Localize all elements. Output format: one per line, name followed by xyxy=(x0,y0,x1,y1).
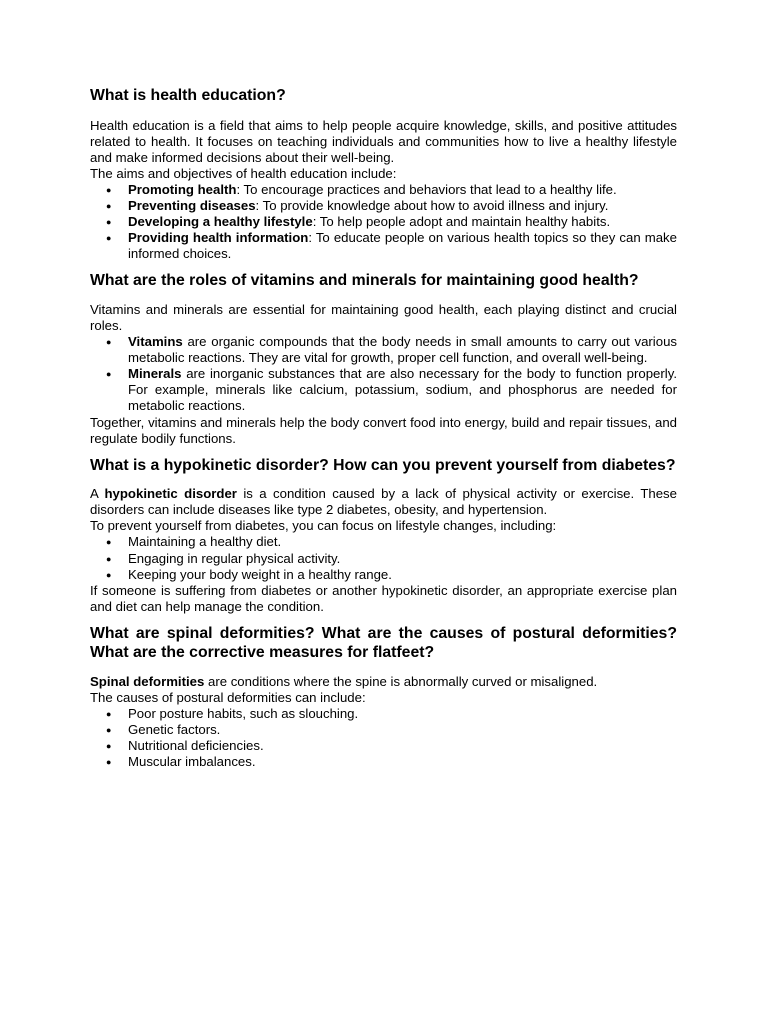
item-text: : To help people adopt and maintain healthy habits. xyxy=(312,214,611,230)
bullet-list xyxy=(90,534,677,582)
intro-rest: is a condition caused by a lack of physical activity or exercise. These disorders can include diseases like type 2 diabetes, obesity, and hypertension. xyxy=(90,486,677,518)
section-spacer xyxy=(90,262,677,271)
list-item: ● Nutritional deficiencies. xyxy=(90,738,677,754)
bold-term: Providing health information xyxy=(128,230,309,246)
section-spinal-deformities xyxy=(90,624,677,771)
section-heading: What are the roles of vitamins and minerals for maintaining good health? xyxy=(90,272,639,290)
bold-term: hypokinetic disorder xyxy=(104,486,237,502)
item-text: : To educate people on various health topics so they can make informed choices. xyxy=(128,230,677,262)
bullet-list xyxy=(90,706,677,770)
paragraph: Vitamins and minerals are essential for maintaining good health, each playing distinct and crucial roles. xyxy=(90,301,677,333)
section-heading: What are spinal deformities? What are the causes of postural deformities? What are the corrective measures for flatfeet? xyxy=(90,624,677,662)
item-text: : To encourage practices and behaviors that lead to a healthy life. xyxy=(236,181,617,197)
bold-term: Minerals xyxy=(128,366,182,382)
intro-prefix: A xyxy=(90,486,105,502)
intro-rest: are conditions where the spine is abnormally curved or misaligned. xyxy=(204,673,598,689)
bold-term: Spinal deformities xyxy=(90,673,205,689)
list-item xyxy=(90,214,677,230)
bold-term: Preventing diseases xyxy=(128,197,256,213)
section-heading: What is health education? xyxy=(90,87,286,104)
list-item xyxy=(90,366,677,414)
item-text: are inorganic substances that are also necessary for the body to function properly. For example, minerals like calcium, potassium, sodium, and phosphorus are needed for metabolic reactions. xyxy=(128,366,677,414)
item-text: are organic compounds that the body needs in small amounts to carry out various metabolic reactions. They are vital for growth, proper cell function, and overall well-being. xyxy=(128,334,677,366)
bullet-list xyxy=(90,334,677,414)
paragraph xyxy=(90,486,677,518)
item-text: : To provide knowledge about how to avoid illness and injury. xyxy=(255,197,609,213)
paragraph: Together, vitamins and minerals help the body convert food into energy, build and repair tissues, and regulate bodily functions. xyxy=(90,414,677,446)
section-health-education xyxy=(90,86,677,262)
list-item xyxy=(90,334,677,366)
section-spacer xyxy=(90,447,677,456)
list-lead: The aims and objectives of health education include: xyxy=(90,165,397,181)
list-item: ● Maintaining a healthy diet. xyxy=(90,534,677,550)
document-body xyxy=(90,86,677,771)
paragraph: Health education is a field that aims to help people acquire knowledge, skills, and positive attitudes related to health. It focuses on teaching individuals and communities how to live a healthy lifestyle and make informed decisions about their well-being. xyxy=(90,117,677,165)
bold-term: Developing a healthy lifestyle xyxy=(128,214,313,230)
list-lead: The causes of postural deformities can include: xyxy=(90,690,366,706)
bold-term: Vitamins xyxy=(128,334,183,350)
paragraph: If someone is suffering from diabetes or another hypokinetic disorder, an appropriate exercise plan and diet can help manage the condition. xyxy=(90,582,677,614)
section-spacer xyxy=(90,615,677,624)
bold-term: Promoting health xyxy=(128,181,237,197)
list-item: ● Keeping your body weight in a healthy range. xyxy=(90,567,677,583)
list-item: ● Genetic factors. xyxy=(90,722,677,738)
list-item xyxy=(90,198,677,214)
section-heading: What is a hypokinetic disorder? How can you prevent yourself from diabetes? xyxy=(90,456,676,474)
section-vitamins-minerals xyxy=(90,271,677,446)
paragraph xyxy=(90,674,677,690)
list-lead: To prevent yourself from diabetes, you can focus on lifestyle changes, including: xyxy=(90,518,557,534)
list-item xyxy=(90,182,677,198)
bullet-list xyxy=(90,182,677,262)
section-hypokinetic-disorder xyxy=(90,456,677,615)
list-item: ● Poor posture habits, such as slouching. xyxy=(90,706,677,722)
list-item: ● Muscular imbalances. xyxy=(90,754,677,770)
list-item xyxy=(90,230,677,262)
list-item: ● Engaging in regular physical activity. xyxy=(90,551,677,567)
